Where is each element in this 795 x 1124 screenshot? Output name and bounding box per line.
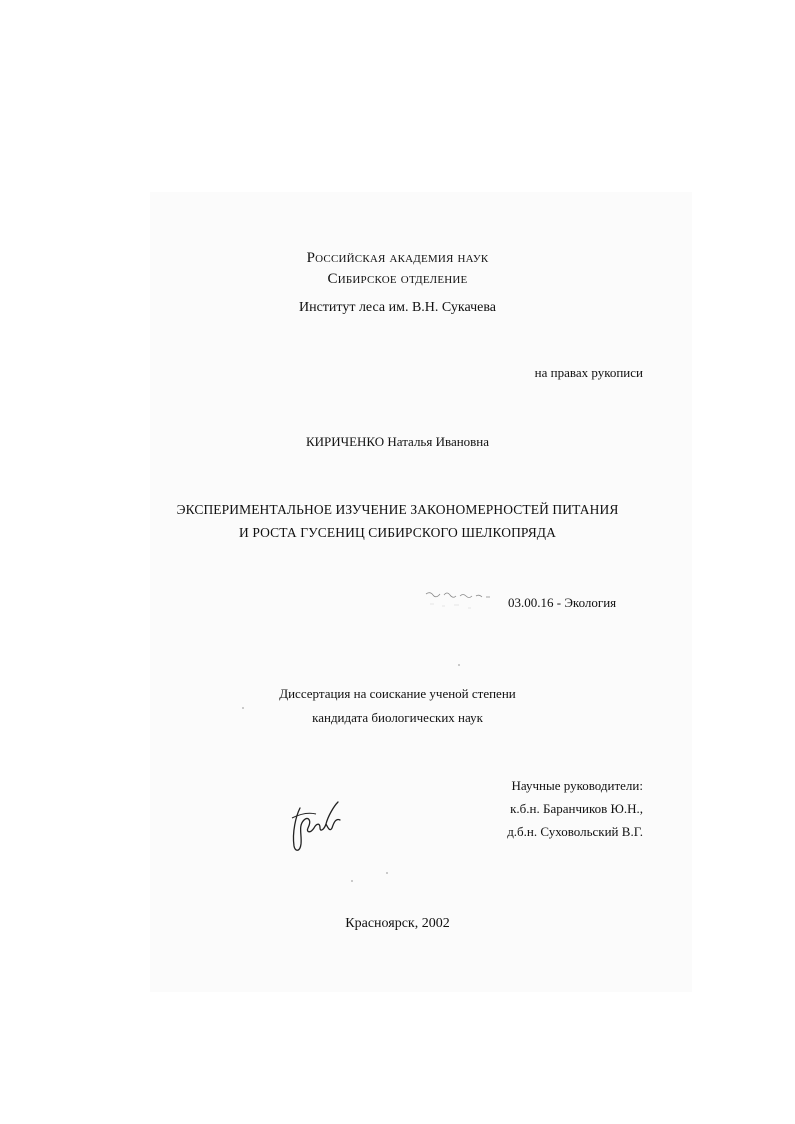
faded-stamp-mark [424,588,494,612]
scan-speck [458,664,460,666]
city-year: Красноярск, 2002 [345,916,450,931]
scan-speck [386,872,388,874]
title-line-2: И РОСТА ГУСЕНИЦ СИБИРСКОГО ШЕЛКОПРЯДА [239,525,556,540]
scan-speck [242,707,244,709]
specialty-code: 03.00.16 - Экология [508,595,617,610]
institute-name: Институт леса им. В.Н. Сукачева [298,300,497,315]
supervisors-heading: Научные руководители: [511,778,643,793]
academy-name: Российская академия наук [306,250,489,266]
supervisor-1: к.б.н. Баранчиков Ю.Н., [510,801,643,816]
degree-line-1: Диссертация на соискание ученой степени [279,686,516,701]
branch-name: Сибирское отделение [327,271,468,287]
handwritten-signature [286,798,346,856]
degree-line-2: кандидата биологических наук [312,710,483,725]
supervisor-2: д.б.н. Суховольский В.Г. [507,824,643,839]
scan-speck [351,880,353,882]
title-line-1: ЭКСПЕРИМЕНТАЛЬНОЕ ИЗУЧЕНИЕ ЗАКОНОМЕРНОСТЕЙ ПИТАНИЯ [176,502,619,517]
manuscript-note: на правах рукописи [534,365,643,380]
author-name: КИРИЧЕНКО Наталья Ивановна [305,434,490,449]
